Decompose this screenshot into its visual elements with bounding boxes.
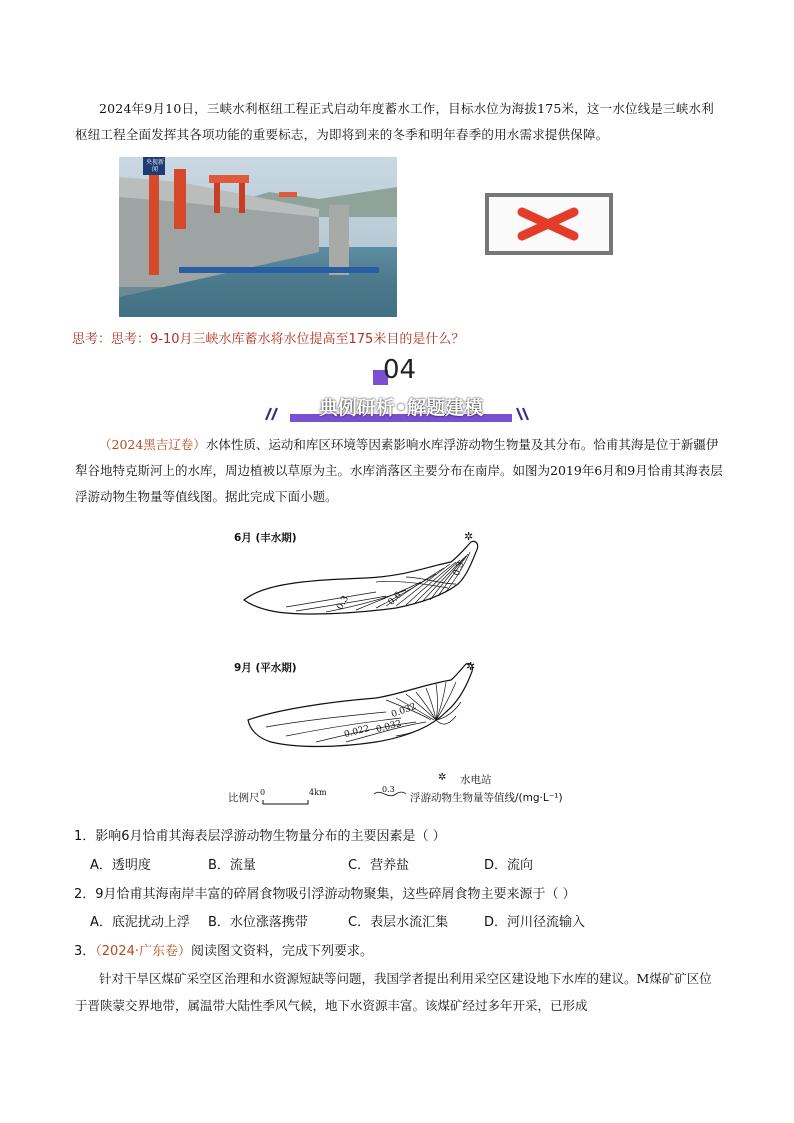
broken-image-icon (484, 192, 614, 256)
scale-distance: 4km (309, 788, 327, 797)
question-1-stem: 1．影响6月恰甫其海表层浮游动物生物量分布的主要因素是（ ） (74, 829, 446, 844)
q1-option-b: B．流量 (208, 858, 256, 873)
map2-contour-label: 0.032 (375, 718, 403, 736)
q1-option-d: D．流向 (484, 858, 534, 873)
intro-paragraph: 2024年9月10日，三峡水利枢纽工程正式启动年度蓄水工作，目标水位为海拔175米，这一水位线是三峡水利枢纽工程全面发挥其各项功能的重要标志，为即将到来的冬季和明年春季的用水需求提供保障。 (75, 101, 714, 142)
q1-option-a: A．透明度 (90, 858, 151, 873)
june-map (244, 541, 478, 614)
q2-option-b: B．水位涨落携带 (208, 915, 308, 930)
map1-contour-label: 0.3 (335, 594, 352, 612)
q3-source: （2024·广东卷） (95, 944, 191, 959)
map2-title: 9月 (平水期) (234, 662, 297, 674)
q1-option-c: C．营养盐 (348, 858, 410, 873)
example-text: 水体性质、运动和库区环境等因素影响水库浮游动物生物量及其分布。恰甫其海是位于新疆伊犁谷地特克斯河上的水库，周边植被以草原为主。水库消落区主要分布在南岸。如图为2019年6月和9月恰甫其海表层浮游动物生物量等值线图。据此完成下面小题。 (75, 437, 723, 504)
example-source: （2024黑吉辽卷） (99, 437, 206, 452)
legend-text: 浮游动物生物量等值线/(mg·L⁻¹) (410, 792, 563, 804)
q2-option-d: D．河川径流输入 (484, 915, 586, 930)
station-legend-icon: ✲ (438, 772, 447, 783)
map1-title: 6月 (丰水期) (234, 532, 297, 544)
news-logo: 央视新闻 (145, 159, 164, 173)
dam-photo (119, 157, 397, 317)
map2-contour-label: 0.022 (343, 723, 371, 741)
map1-contour-label: 0.6 (386, 590, 404, 608)
hydro-station-icon: ✲ (466, 660, 476, 673)
think-text: 9-10月三峡水库蓄水将水位提高至175米目的是什么？ (150, 332, 465, 347)
question-2-stem: 2．9月恰甫其海南岸丰富的碎屑食物吸引浮游动物聚集，这些碎屑食物主要来源于（ ） (74, 887, 576, 902)
section-number: 04 (383, 355, 417, 385)
hydro-station-icon: ✲ (464, 530, 474, 543)
map1-contour-label: 0.3 (452, 560, 467, 578)
question-3-text: 针对干旱区煤矿采空区治理和水资源短缺等问题，我国学者提出利用采空区建设地下水库的建议。M煤矿矿区位于晋陕蒙交界地带，属温带大陆性季风气候，地下水资源丰富。该煤矿经过多年开采，已形成 (75, 971, 712, 1013)
section-title: 典例研析•解题建模 (318, 397, 484, 419)
station-legend-label: 水电站 (460, 774, 492, 786)
think-question (72, 328, 464, 347)
q2-option-a: A．底泥扰动上浮 (90, 915, 190, 930)
example-paragraph (75, 432, 723, 510)
question-3-stem (74, 940, 373, 959)
map2-contour-label: 0.032 (390, 701, 418, 721)
q2-option-c: C．表层水流汇集 (348, 915, 449, 930)
q3-number: 3． (74, 944, 96, 959)
q3-instruction: 阅读图文资料，完成下列要求。 (191, 944, 374, 959)
think-label: 思考：思考： (72, 332, 151, 347)
scale-label: 比例尺 (228, 792, 260, 804)
contour-map-figure (226, 522, 576, 807)
scale-zero: 0 (260, 788, 266, 797)
legend-value: 0.3 (382, 785, 395, 794)
